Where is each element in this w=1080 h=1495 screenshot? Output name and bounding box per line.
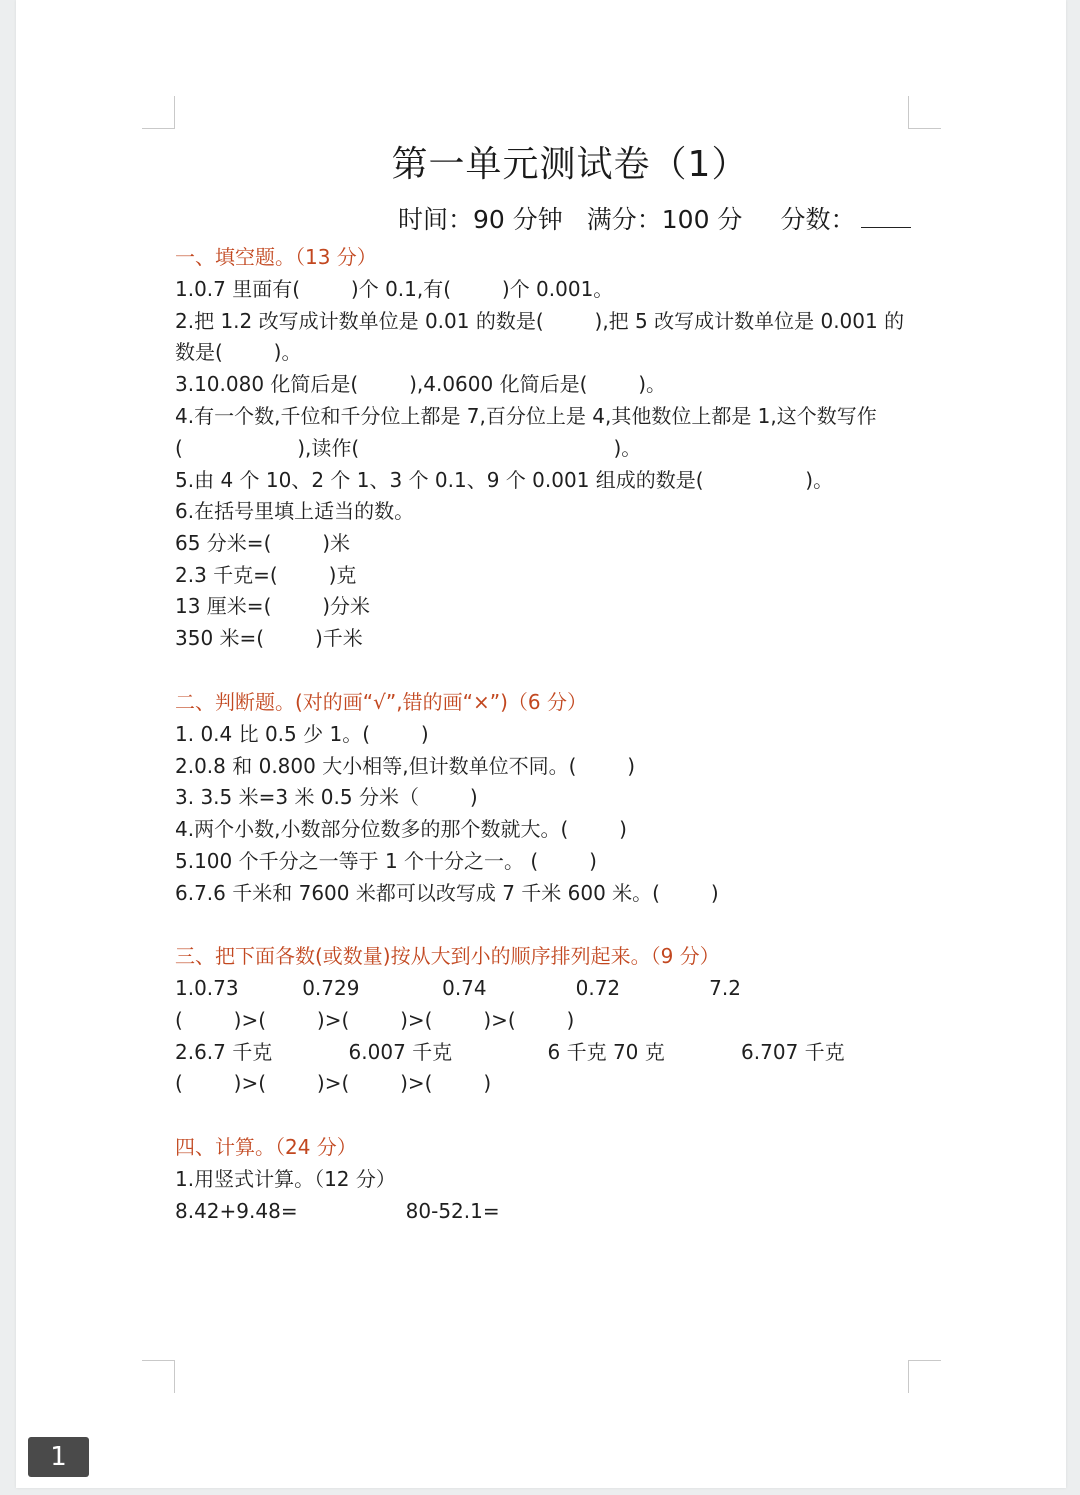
question-line: 5.由 4 个 10、2 个 1、3 个 0.1、9 个 0.001 组成的数是( )。 [175,468,834,492]
score-blank [861,209,911,228]
question-line: 4.两个小数,小数部分位数多的那个数就大。( ) [175,817,627,841]
question-line: 数是( )。 [175,340,302,364]
question-line: 1.0.73 0.729 0.74 0.72 7.2 [175,976,741,1000]
question-line: 4.有一个数,千位和千分位上都是 7,百分位上是 4,其他数位上都是 1,这个数写作 [175,404,877,428]
crop-mark-top-left [142,96,175,129]
question-line: 6.7.6 千米和 7600 米都可以改写成 7 千米 600 米。( ) [175,881,719,905]
question-line: 2.把 1.2 改写成计数单位是 0.01 的数是( ),把 5 改写成计数单位是 0.001 的 [175,309,905,333]
time-info: 时间：90 分钟 [398,205,563,234]
section-heading: 一、填空题。（13 分） [175,245,377,269]
document-page [16,0,1066,1488]
question-line: 65 分米=( )米 [175,531,351,555]
question-line: 1.用竖式计算。（12 分） [175,1167,396,1191]
exam-meta [398,200,911,236]
question-line: ( ),读作( )。 [175,436,642,460]
question-line: 3. 3.5 米=3 米 0.5 分米（ ) [175,785,478,809]
section-heading: 四、计算。（24 分） [175,1135,357,1159]
question-line: 8.42+9.48= 80-52.1= [175,1199,500,1223]
crop-mark-bottom-left [142,1360,175,1393]
question-line: 350 米=( )千米 [175,626,363,650]
full-score-info: 满分：100 分 [586,205,743,234]
question-line: 6.在括号里填上适当的数。 [175,499,415,523]
page-number-badge[interactable]: 1 [28,1437,89,1477]
score-label: 分数： [780,205,856,234]
section-heading: 二、判断题。(对的画“√”,错的画“×”)（6 分） [175,690,587,714]
question-line: 5.100 个千分之一等于 1 个十分之一。 ( ) [175,849,597,873]
question-line: 13 厘米=( )分米 [175,594,371,618]
question-line: 3.10.080 化简后是( ),4.0600 化简后是( )。 [175,372,667,396]
question-line: 2.3 千克=( )克 [175,563,357,587]
question-line: 2.6.7 千克 6.007 千克 6 千克 70 克 6.707 千克 [175,1040,845,1064]
crop-mark-top-right [908,96,941,129]
question-line: ( )>( )>( )>( )>( ) [175,1008,575,1032]
section-heading: 三、把下面各数(或数量)按从大到小的顺序排列起来。（9 分） [175,944,720,968]
question-line: ( )>( )>( )>( ) [175,1071,492,1095]
page-title: 第一单元测试卷（1） [391,144,749,185]
question-line: 1.0.7 里面有( )个 0.1,有( )个 0.001。 [175,277,614,301]
crop-mark-bottom-right [908,1360,941,1393]
question-line: 2.0.8 和 0.800 大小相等,但计数单位不同。( ) [175,754,636,778]
question-line: 1. 0.4 比 0.5 少 1。( ) [175,722,429,746]
